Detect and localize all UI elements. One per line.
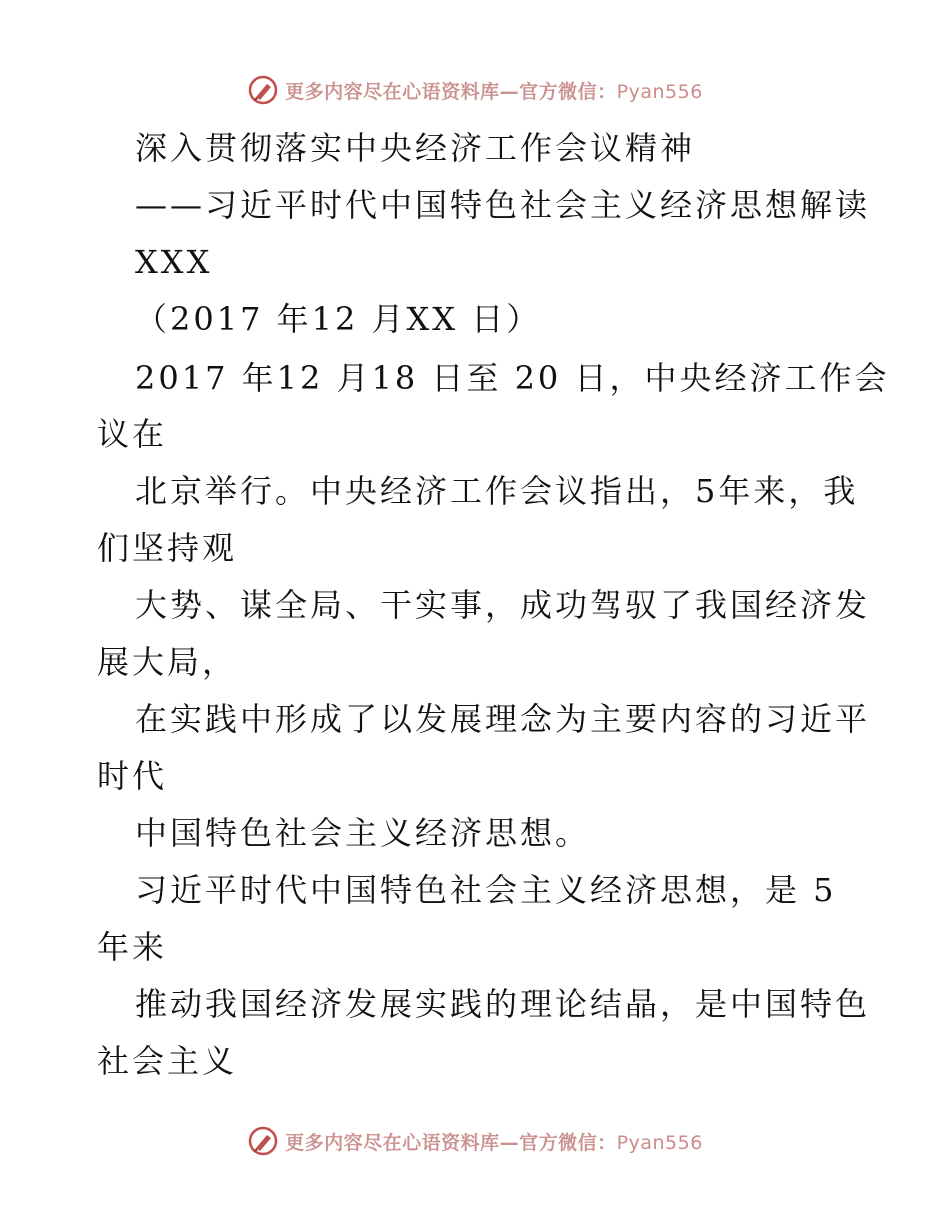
- watermark-text: 更多内容尽在心语资料库—官方微信：Pyan556: [285, 80, 703, 103]
- document-subtitle: ——习近平时代中国特色社会主义经济思想解读: [135, 186, 871, 224]
- paragraph-line: 2017 年12 月18 日至 20 日，中央经济工作会: [135, 359, 890, 397]
- pen-logo-icon: [247, 1125, 279, 1157]
- paragraph-line: 推动我国经济发展实践的理论结晶，是中国特色: [135, 985, 871, 1023]
- paragraph-line: 习近平时代中国特色社会主义经济思想，是 5: [135, 871, 837, 909]
- paragraph-line: 在实践中形成了以发展理念为主要内容的习近平: [135, 700, 871, 738]
- paragraph-line: 展大局，: [97, 643, 238, 681]
- paragraph-line: 中国特色社会主义经济思想。: [135, 814, 591, 852]
- author-line: XXX: [135, 243, 213, 281]
- paragraph-line: 时代: [97, 757, 168, 795]
- pen-logo-icon: [247, 74, 279, 106]
- footer-watermark: [0, 1121, 950, 1161]
- document-title: 深入贯彻落实中央经济工作会议精神: [135, 129, 696, 167]
- paragraph-line: 们坚持观: [97, 529, 238, 567]
- date-line: （2017 年12 月XX 日）: [135, 300, 542, 338]
- header-watermark: [0, 70, 950, 110]
- paragraph-line: 大势、谋全局、干实事，成功驾驭了我国经济发: [135, 586, 871, 624]
- paragraph-line: 议在: [97, 415, 168, 453]
- paragraph-line: 北京举行。中央经济工作会议指出，5年来，我: [135, 472, 859, 510]
- paragraph-line: 社会主义: [97, 1042, 238, 1080]
- paragraph-line: 年来: [97, 928, 168, 966]
- watermark-text: 更多内容尽在心语资料库—官方微信：Pyan556: [285, 1131, 703, 1154]
